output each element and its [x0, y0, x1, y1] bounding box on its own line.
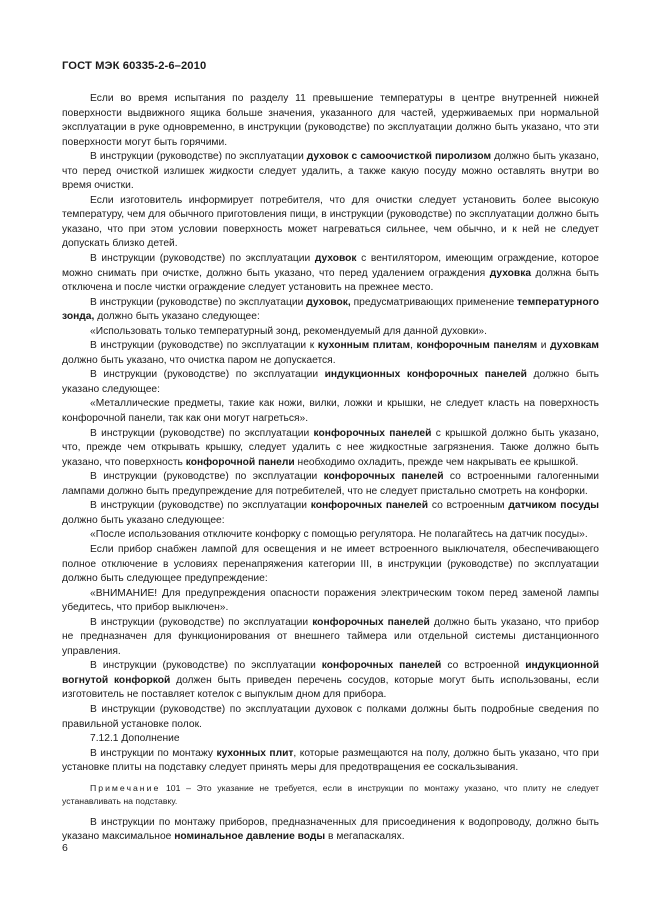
text-run: , которые размещаются на полу, должно быть указано, что при установке плиты на подставку следует принять меры для предотвращения ее соскальзывания.	[62, 747, 599, 774]
text-run: В инструкции (руководстве) по эксплуатации	[90, 427, 314, 439]
paragraph	[62, 296, 599, 325]
note-label: Примечание	[90, 782, 161, 793]
paragraph	[62, 816, 599, 845]
final-paragraph-container	[62, 816, 599, 845]
text-run: Если во время испытания по разделу 11 превышение температуры в центре внутренней нижней поверхности выдвижного ящика больше значения, указанного для частей, удерживаемых при нормальной эксплуатации в руке одновременно, в инструкции (руководстве) по эксплуатации должно быть указано, что эти поверхности могут быть горячими.	[62, 93, 599, 148]
text-run: и	[537, 340, 551, 352]
text-run: «ВНИМАНИЕ! Для предупреждения опасности поражения электрическим током перед заменой лампы убедитесь, что прибор выключен».	[62, 587, 599, 614]
text-run: должно быть указано следующее:	[62, 514, 225, 526]
note-text: 101 – Это указание не требуется, если в инструкции по монтажу указано, что плиту не следует устанавливать на подставку.	[62, 782, 599, 806]
text-run: В инструкции (руководстве) по эксплуатации	[90, 471, 324, 483]
paragraph	[62, 470, 599, 499]
paragraph	[62, 732, 599, 747]
bold-term: конфорочным панелям	[416, 340, 538, 352]
bold-term: духовок	[314, 253, 357, 265]
text-run: В инструкции (руководстве) по эксплуатации	[90, 660, 322, 672]
bold-term: индукционной вогнутой конфоркой	[62, 660, 599, 686]
text-run: должно быть указано, что очистка паром не допускается.	[62, 354, 336, 366]
paragraph	[62, 499, 599, 528]
bold-term: конфорочных панелей	[310, 500, 429, 512]
text-run: «Металлические предметы, такие как ножи, вилки, ложки и крышки, не следует класть на поверхность конфорочной панели, так как они могут нагреться».	[62, 398, 599, 425]
text-run: В инструкции (руководстве) по эксплуатации	[90, 151, 307, 163]
page-number: 6	[62, 842, 68, 854]
text-run: со встроенной	[441, 660, 526, 672]
paragraph	[62, 427, 599, 471]
paragraph	[62, 194, 599, 252]
text-run: ,	[410, 340, 417, 352]
text-run: «Использовать только температурный зонд, рекомендуемый для данной духовки».	[90, 325, 487, 337]
text-run: В инструкции (руководстве) по эксплуатации	[90, 616, 313, 628]
paragraph	[62, 150, 599, 194]
bold-term: индукционных конфорочных панелей	[324, 369, 527, 381]
text-run: В инструкции (руководстве) по эксплуатации духовок с полками должны быть подробные сведения по правильной установке полок.	[62, 703, 599, 730]
bold-term: духовок с самоочисткой пиролизом	[306, 151, 492, 163]
text-run: должна быть отключена и после чистки ограждение следует установить на прежнее место.	[62, 267, 600, 294]
text-run: должно быть указано, что прибор не предназначен для функционирования от внешнего таймера или отдельной системы дистанционного управления.	[62, 616, 599, 657]
bold-term: духовок,	[306, 296, 351, 308]
text-run: В инструкции (руководстве) по эксплуатации	[90, 296, 307, 308]
text-run: 7.12.1 Дополнение	[90, 733, 180, 745]
paragraph	[62, 252, 599, 296]
text-run: В инструкции (руководстве) по эксплуатации	[90, 500, 311, 512]
text-run: должен быть приведен перечень сосудов, которые могут быть использованы, если изготовитель не поставляет котелок с выпуклым дном для прибора.	[62, 674, 599, 701]
bold-term: конфорочных панелей	[321, 660, 442, 672]
paragraph	[62, 528, 599, 543]
text-run: со встроенным	[428, 500, 509, 512]
bold-term: конфорочной панели	[185, 456, 295, 468]
document-header: ГОСТ МЭК 60335-2-6–2010	[62, 60, 207, 72]
text-run: «После использования отключите конфорку с помощью регулятора. Не полагайтесь на датчик посуды».	[90, 529, 588, 541]
paragraph	[62, 92, 599, 150]
text-run: со встроенными галогенными лампами должно быть предупреждение для потребителей, что не следует пристально смотреть на конфорки.	[62, 471, 599, 497]
bold-term: температурного зонда,	[62, 296, 599, 323]
bold-term: кухонным плитам	[317, 340, 411, 352]
text-run: Если прибор снабжен лампой для освещения и не имеет встроенного выключателя, обеспечивающего полное отключение в условиях перенапряжения категории III, в инструкции (руководстве) по эксплуатации должно быть следующее предупреждение:	[62, 543, 599, 585]
text-run: с вентилятором, имеющим ограждение, которое можно снимать при очистке, должно быть указано, что перед удалением ограждения	[62, 253, 599, 279]
bold-term: духовкам	[550, 340, 600, 352]
text-run: должно быть указано следующее:	[94, 311, 260, 323]
text-run: В инструкции по монтажу	[90, 747, 217, 759]
text-run: с крышкой должно быть указано, что, прежде чем открывать крышку, следует удалить с нее жидкостные загрязнения. Также должно быть указано, что поверхность	[62, 427, 599, 468]
bold-term: конфорочных панелей	[313, 427, 432, 439]
text-run: В инструкции по монтажу приборов, предназначенных для присоединения к водопроводу, должно быть указано максимальное	[62, 816, 599, 843]
bold-term: духовка	[489, 267, 532, 279]
paragraph-list	[62, 92, 599, 776]
text-run: В инструкции (руководстве) по эксплуатации	[90, 369, 325, 381]
text-run: должно быть указано, что перед очисткой излишек жидкости следует удалить, а также какую посуду можно оставлять внутри во время очистки.	[62, 151, 599, 192]
text-run: В инструкции (руководстве) по эксплуатации	[90, 253, 315, 265]
bold-term: номинальное давление воды	[174, 831, 326, 843]
paragraph	[62, 368, 599, 397]
text-run: в мегапаскалях.	[325, 831, 405, 843]
paragraph	[62, 703, 599, 732]
bold-term: конфорочных панелей	[312, 616, 430, 628]
paragraph	[62, 397, 599, 426]
paragraph	[62, 747, 599, 776]
bold-term: кухонных плит	[216, 747, 294, 759]
paragraph	[62, 543, 599, 587]
text-run: должно быть указано следующее:	[62, 369, 599, 395]
bold-term: датчиком посуды	[508, 500, 599, 512]
paragraph	[62, 659, 599, 703]
paragraph	[62, 339, 599, 368]
text-run: В инструкции (руководстве) по эксплуатации к	[90, 340, 318, 352]
text-run: необходимо охладить, прежде чем накрывать ее крышкой.	[294, 456, 579, 468]
text-run: предусматривающих применение	[350, 296, 518, 308]
text-run: Если изготовитель информирует потребителя, что для очистки следует установить более высокую температуру, чем для обычного приготовления пищи, в инструкции (руководстве) по эксплуатации должно быть указано, что при этом условии поверхность может нагреваться сильнее, чем обычно, и к ней не следует допускать близко детей.	[62, 194, 599, 250]
bold-term: конфорочных панелей	[323, 471, 444, 483]
note	[62, 782, 599, 808]
paragraph	[62, 587, 599, 616]
paragraph	[62, 616, 599, 660]
page-body	[62, 92, 599, 845]
paragraph	[62, 325, 599, 340]
